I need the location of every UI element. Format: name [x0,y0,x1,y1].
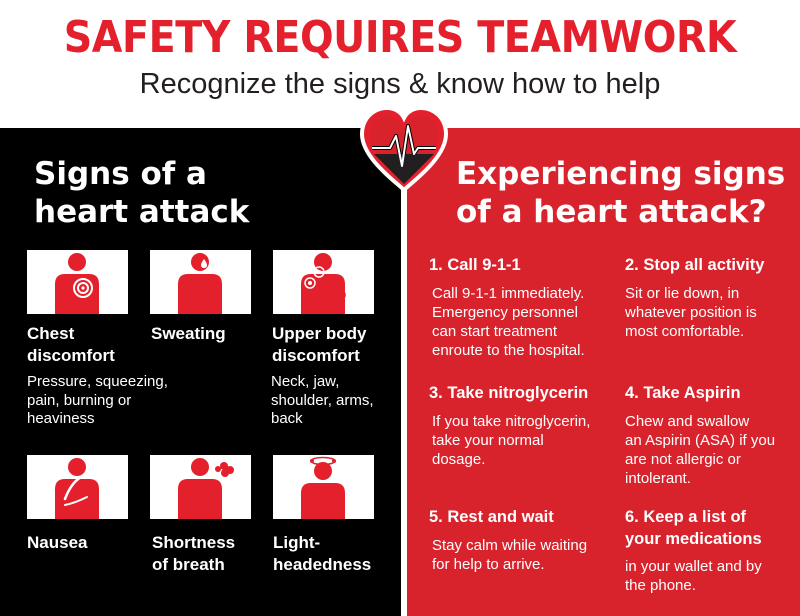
sign-label-shortness [152,532,235,576]
shortness-of-breath-icon [150,455,251,519]
step-2-title [625,254,764,276]
step-desc-line: If you take nitroglycerin, [432,413,591,430]
step-title-line: 5. Rest and wait [429,508,554,526]
panel-divider [401,128,407,616]
sign-label-line: Sweating [151,324,226,343]
step-1-desc [432,284,617,360]
actions-heading-line1: Experiencing signs [456,156,786,192]
step-4-title [625,382,741,404]
step-desc-line: Chew and swallow [625,413,750,430]
step-1-title [429,254,521,276]
step-title-line: 2. Stop all activity [625,256,765,274]
step-title-line: 1. Call 9-1-1 [429,256,521,274]
sign-label-line: discomfort [27,346,115,365]
step-title-line: 3. Take nitroglycerin [429,384,589,402]
sign-label-line: Shortness [152,533,236,552]
step-desc-line: for help to arrive. [432,556,545,573]
sign-desc-line: heaviness [27,410,95,427]
sign-desc-upper-body [271,373,401,429]
step-desc-line: dosage. [432,451,486,468]
actions-heading [456,155,796,231]
sign-desc-chest [27,373,187,429]
step-6-title [625,506,762,550]
upper-body-discomfort-icon [273,250,374,314]
step-desc-line: in your wallet and by [625,558,762,575]
step-5-desc [432,536,617,574]
step-3-desc [432,412,617,469]
sign-label-line: discomfort [272,346,360,365]
sign-label-line: of breath [152,555,225,574]
sign-label-chest [27,323,115,367]
step-title-line: 6. Keep a list of [625,508,747,526]
sign-label-light-headedness [273,532,371,576]
sign-label-line: Nausea [27,533,88,552]
step-6-desc [625,557,795,595]
step-desc-line: the phone. [625,577,696,594]
sweating-icon [150,250,251,314]
step-5-title [429,506,554,528]
actions-heading-line2: of a heart attack? [456,194,767,230]
step-desc-line: enroute to the hospital. [432,342,585,359]
sign-label-upper-body [272,323,366,367]
sign-desc-line: shoulder, arms, [271,391,374,409]
step-desc-line: Stay calm while waiting [432,537,588,554]
sign-label-nausea [27,532,87,554]
page-subtitle: Recognize the signs & know how to help [139,68,661,100]
sign-label-sweating [151,323,226,345]
step-3-title [429,382,588,404]
sign-label-line: Upper body [272,324,367,343]
sign-desc-line: pain, burning or [27,391,132,409]
sign-label-line: Chest [27,324,75,343]
step-2-desc [625,284,795,341]
step-desc-line: are not allergic or [625,451,741,468]
chest-discomfort-icon [27,250,128,314]
step-desc-line: can start treatment [432,323,558,340]
step-desc-line: take your normal [432,432,544,449]
step-desc-line: an Aspirin (ASA) if you [625,432,776,449]
sign-label-line: Light- [273,533,321,552]
step-desc-line: Emergency personnel [432,304,578,321]
signs-heading-line2: heart attack [34,194,250,230]
sign-desc-line: Neck, jaw, [271,373,340,390]
light-headedness-icon [273,455,374,519]
sign-desc-line: Pressure, squeezing, [27,373,168,390]
nausea-icon [27,455,128,519]
page-title: SAFETY REQUIRES TEAMWORK [63,12,737,63]
step-desc-line: whatever position is [625,304,757,321]
step-desc-line: Call 9-1-1 immediately. [432,285,585,302]
step-title-line: your medications [625,530,762,548]
step-desc-line: intolerant. [625,470,691,487]
step-desc-line: Sit or lie down, in [625,285,740,302]
step-4-desc [625,412,795,488]
signs-heading-line1: Signs of a [34,156,207,192]
step-title-line: 4. Take Aspirin [625,384,741,402]
signs-heading [34,155,374,231]
sign-desc-line: back [271,410,303,427]
sign-label-line: headedness [273,555,372,574]
step-desc-line: most comfortable. [625,323,745,340]
